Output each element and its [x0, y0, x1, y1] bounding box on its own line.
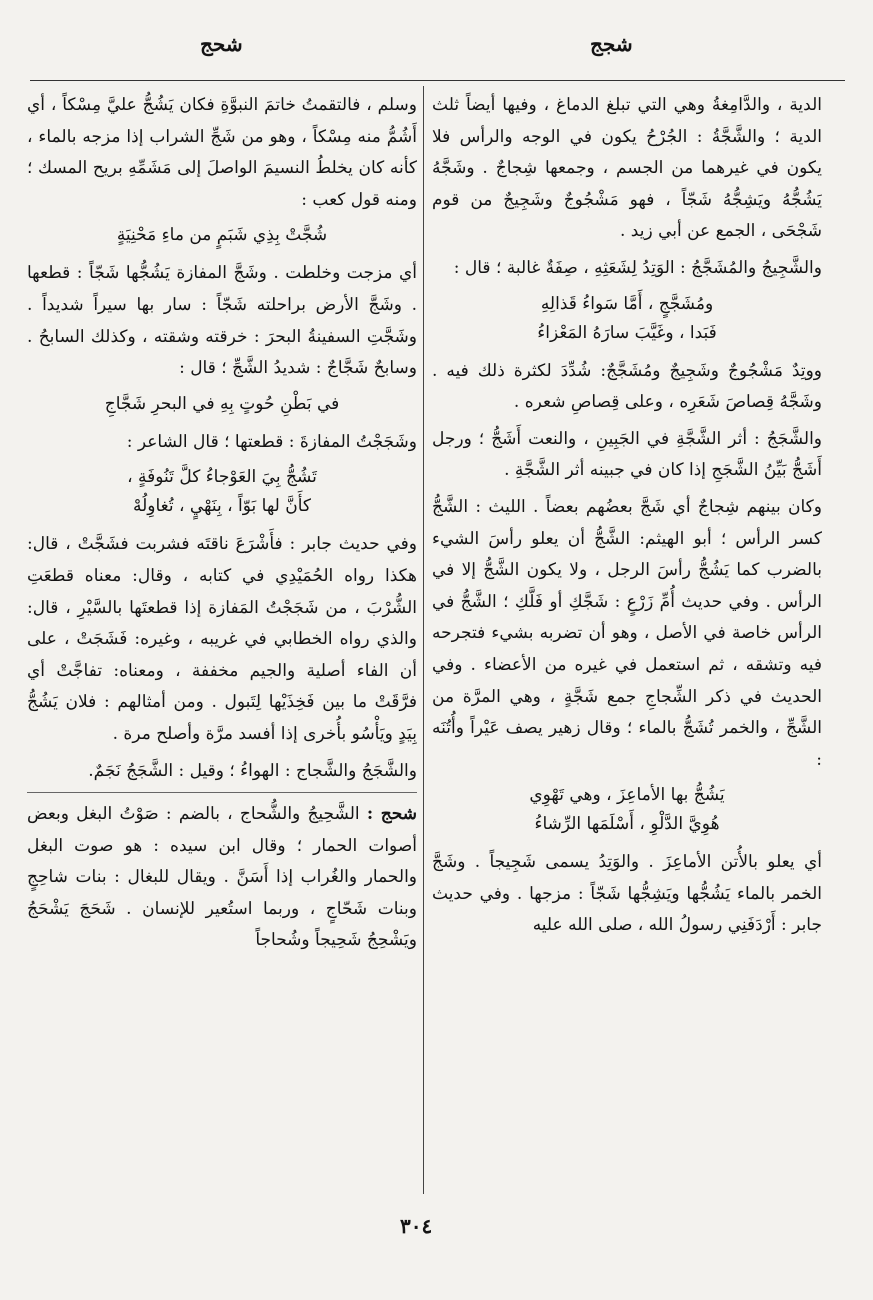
- verse: [27, 221, 417, 250]
- running-headword-left: شحج: [200, 32, 243, 56]
- paragraph: الدية ، والدَّامِغةُ وهي التي تبلغ الدماغ ، وفيها أيضاً ثلث الدية ؛ والشَّجَّةُ : الجُرْحُ يكون في الوجه والرأس فلا يكون في غيرهما من الجسم ، وجمعها شِجاجٌ . وشَجَّهُ يَشُجُّهُ ويَشِجُّهُ شَجّاً ، فهو مَشْجُوجٌ وشَجِيجٌ من قوم شَجْحَى ، الجمع عن أبي زيد .: [432, 95, 822, 242]
- entry-headword: شحج :: [366, 804, 417, 825]
- paragraph: أي يعلو بالأُتن الأماعِزَ . والوَتِدُ يسمى شَجِيجاً . وشَجَّ الخمر بالماء يَشُجُّها ويَشِجُّها شَجّاً : مزجها . وفي حديث جابر : أَرْدَفَنِي رسولُ الله ، صلى الله عليه: [432, 852, 822, 936]
- entry-separator: [27, 792, 417, 793]
- verse: [27, 463, 417, 521]
- paragraph: وفي حديث جابر : فأَشْرَعَ ناقتَه فشربت فشَجَّتْ ، قال: هكذا رواه الحُمَيْدِي في كتابه ، وقال: معناه قطعَتِ الشُّرْبَ ، من شَجَجْتُ المَفازة إذا قطعتَها بالسَّيْرِ ، قال: والذي رواه الخطابي في غريبه ، وغيره: فَشَجَتْ ، على أن الفاء أصلية والجيم مخففة ، ومعناه: تفاجَّتْ أي فرَّقَتْ ما بين فَخِذَيْها لِتَبول . ومن أمثالهم : فلان يَشُجُّ بِيَدٍ ويَأْسُو بأُخرى إذا أفسد مرَّة وأصلح مرة .: [27, 534, 417, 744]
- paragraph: والشَّجِيجُ والمُشَجَّجُ : الوَتِدُ لِشَعَثِهِ ، صِفَةٌ غالبة ؛ قال :: [453, 257, 822, 278]
- paragraph: أي مزجت وخلطت . وشَجَّ المفازة يَشُجُّها شَجّاً : قطعها . وشَجَّ الأرض براحلته شَجّاً : سار بها سيراً شديداً . وشَجَّتِ السفينةُ البحرَ : خرقته وشقته ، وكذلك السابحُ . وسابحٌ شَجَّاجٌ : شديدُ الشَّجِّ ؛ قال :: [27, 263, 417, 379]
- right-column: [432, 90, 822, 1195]
- left-column: [27, 90, 417, 1195]
- paragraph: وسلم ، فالتقمتُ خاتمَ النبوَّةِ فكان يَشُجُّ عليَّ مِسْكاً ، أي أَشُمُّ منه مِسْكاً ، وهو من شَجِّ الشراب إذا مزجه بالماء ، كأنه كان يخلطُ النسيمَ الواصلَ إلى مَشَمِّهِ بريح المسك ؛ ومنه قول كعب :: [27, 95, 417, 210]
- entry-text: الشَّحِيجُ والشُّحاج ، بالضم : صَوْتُ البغل وبعض أصوات الحمار ؛ وقال ابن سيده : هو صوت البغل والحمار والغُراب إذا أَسَنَّ . ويقال للبغال : بنات شاحِجٍ وبنات شَحّاجٍ ، وربما استُعير للإنسان . شَحَجَ يَشْحَجُ ويَشْحِجُ شَحِيجاً وشُحاجاً: [27, 804, 417, 951]
- verse: [432, 290, 822, 348]
- column-divider: [423, 86, 424, 1194]
- paragraph: ووتِدٌ مَشْجُوجٌ وشَجِيجٌ ومُشَجَّجٌ: شُدِّدَ لكثرة ذلك فيه . وشَجَّهُ قِصاصَ شَعَرِه ، وعلى قِصاصِ شعره .: [432, 360, 822, 413]
- paragraph: والشَّجَجُ والشَّجاج : الهواءُ ؛ وقيل : الشَّجَجُ نَجَمٌ.: [88, 760, 417, 781]
- verse-line: تَشُجُّ بِيَ العَوْجاءُ كلَّ تَنُوفَةٍ ،: [127, 467, 317, 488]
- paragraph: وكان بينهم شِجاجٌ أي شَجَّ بعضُهم بعضاً . الليث : الشَّجُّ كسر الرأس ؛ أبو الهيثم: الشَّجُّ أن يعلو رأسَ الشيء بالضرب كما يَشُجُّ رأسَ الرجل ، ولا يكون الشَّجُّ إلا في الرأس . وفي حديث أُمِّ زَرْعٍ : شَجَّكِ أو فَلَّكِ ؛ الشَّجُّ في الرأس خاصة في الأصل ، وهو أن تضربه بشيء فتجرحه فيه وتشقه ، ثم استعمل في غيره من الأعضاء . وفي الحديث في ذكر الشِّجاجِ جمع شَجَّةٍ ، وهي المرَّة من الشَّجِّ ، والخمر تُشَجُّ بالماء ؛ وقال زهير يصف عَيْراً وأُتُنَه :: [432, 496, 822, 770]
- header-rule: [30, 80, 845, 81]
- verse-line: يَشُجُّ بها الأماعِزَ ، وهي تَهْوِي: [529, 785, 725, 806]
- verse-line: في بَطْنِ حُوتٍ بِهِ في البحرِ شَجَّاجِ: [104, 393, 340, 414]
- running-headword-right: شجج: [590, 32, 633, 56]
- verse-line: ومُشَجَّجٍ ، أَمَّا سَواءُ قَذالِهِ: [540, 293, 714, 314]
- verse-line: كأَنَّ لها بَوّاً ، بِنَهْيٍ ، تُغاوِلُهْ: [132, 496, 312, 517]
- entry-paragraph: [27, 799, 417, 957]
- paragraph: والشَّجَجُ : أثر الشَّجَّةِ في الجَبِينِ ، والنعت أَشَجُّ ؛ ورجل أَشَجُّ بَيِّنُ الشَّجَجِ إذا كان في جبينه أثر الشَّجَّةِ .: [432, 428, 822, 481]
- paragraph: وشَجَجْتُ المفازةَ : قطعتها ؛ قال الشاعر :: [126, 431, 417, 452]
- verse-line: فَبَدا ، وغَيَّبَ سارَهُ المَعْزاءُ: [537, 322, 717, 343]
- verse: [432, 781, 822, 839]
- verse-line: شُجَّتْ بِذِي شَبَمٍ من ماءِ مَحْنِيَةٍ: [116, 225, 328, 246]
- verse-line: هُوِيَّ الدَّلْوِ ، أَسْلَمَها الرِّشاءُ: [534, 814, 720, 835]
- verse: [27, 390, 417, 419]
- page-number: ٣٠٤: [400, 1214, 433, 1238]
